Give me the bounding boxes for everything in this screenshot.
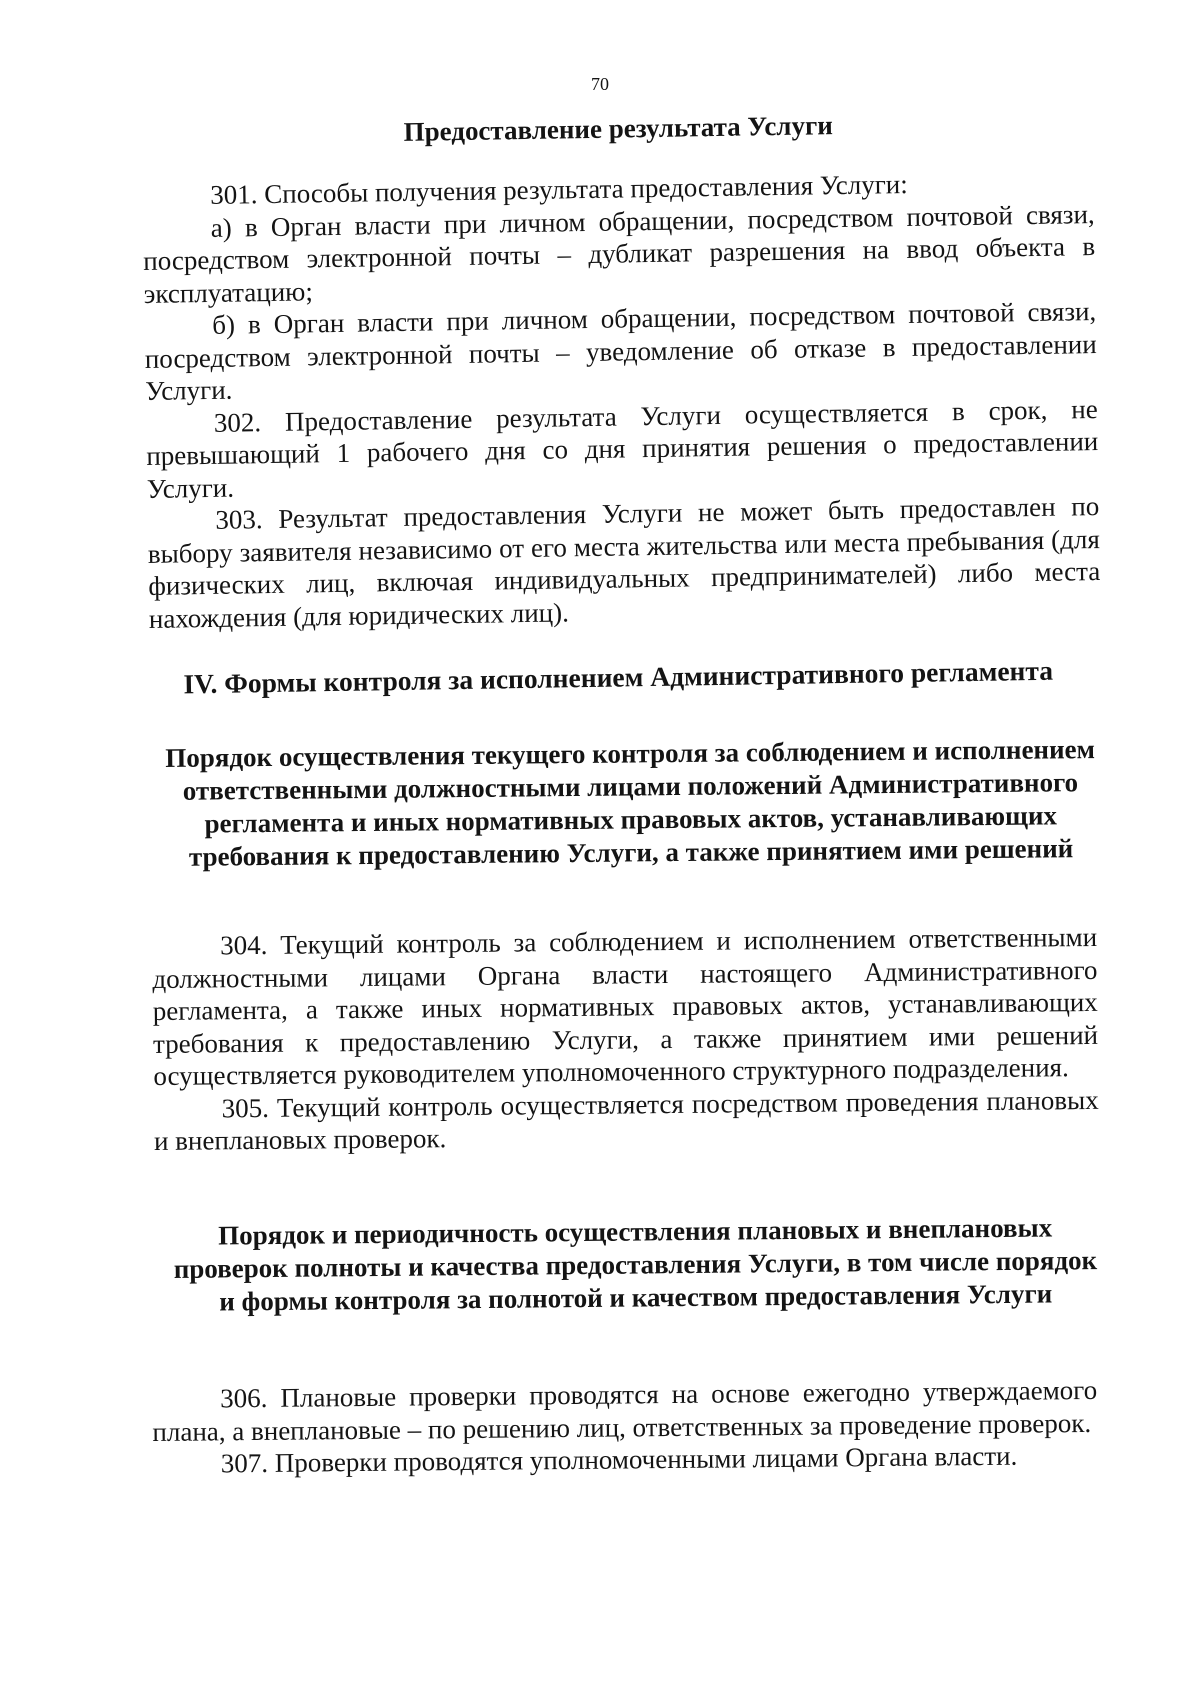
paragraphs-block-1	[142, 165, 1101, 635]
result-heading-block	[142, 105, 1094, 153]
section4-heading-block	[142, 653, 1094, 701]
paragraph-307: 307. Проверки проводятся уполномоченными лицами Органа власти.	[220, 1440, 1018, 1479]
paragraph-304: 304. Текущий контроль за соблюдением и исполнением ответственными должностными лицами Органа власти настоящего Административного регламента, а также иных нормативных правовых актов, устанавливающих требования к предоставлению Услуги, а также принятием ими решений осуществляется руководителем уполномоченного структурного подразделения.	[152, 921, 1099, 1091]
paragraph-305: 305. Текущий контроль осуществляется посредством проведения плановых и внеплановых проверок.	[153, 1084, 1099, 1156]
paragraph-301-b: б) в Орган власти при личном обращении, посредством почтовой связи, посредством электронной почты – уведомление об отказе в предоставлении Услуги.	[144, 296, 1097, 406]
heading-periodic-checks: Порядок и периодичность осуществления плановых и внеплановых проверок полноты и качества предоставления Услуги, в том числе порядок и формы контроля за полнотой и качеством предоставления Услуги	[173, 1212, 1098, 1317]
periodic-heading-block	[170, 1211, 1101, 1319]
heading-result: Предоставление результата Услуги	[403, 110, 833, 147]
paragraph-302: 302. Предоставление результата Услуги осуществляется в срок, не превышающий 1 рабочего дня со дня принятия решения о предоставлении Услуги.	[146, 393, 1099, 504]
heading-current-control: Порядок осуществления текущего контроля за соблюдением и исполнением ответственными должностными лицами положений Административного регламента и иных нормативных правовых актов, устанавливающих требования к предоставлению Услуги, а также принятием ими решений	[165, 734, 1096, 872]
page-number: 70	[591, 74, 609, 94]
paragraphs-block-3	[152, 1374, 1098, 1481]
paragraph-301-a: а) в Орган власти при личном обращении, посредством почтовой связи, посредством электронной почты – дубликат разрешения на ввод объекта в эксплуатацию;	[143, 198, 1096, 309]
paragraph-303: 303. Результат предоставления Услуги не может быть предоставлен по выбору заявителя независимо от его места жительства или места пребывания (для физических лиц, включая индивидуальных предпринимателей) либо места нахождения (для юридических лиц).	[147, 491, 1101, 634]
paragraph-301: 301. Способы получения результата предоставления Услуги:	[210, 168, 908, 210]
paragraph-306: 306. Плановые проверки проводятся на основе ежегодно утверждаемого плана, а внеплановые – по решению лиц, ответственных за проведение проверок.	[152, 1374, 1098, 1447]
heading-section-4: IV. Формы контроля за исполнением Административного регламента	[183, 654, 1054, 700]
paragraphs-block-2	[152, 921, 1099, 1158]
current-control-heading-block	[160, 733, 1101, 874]
